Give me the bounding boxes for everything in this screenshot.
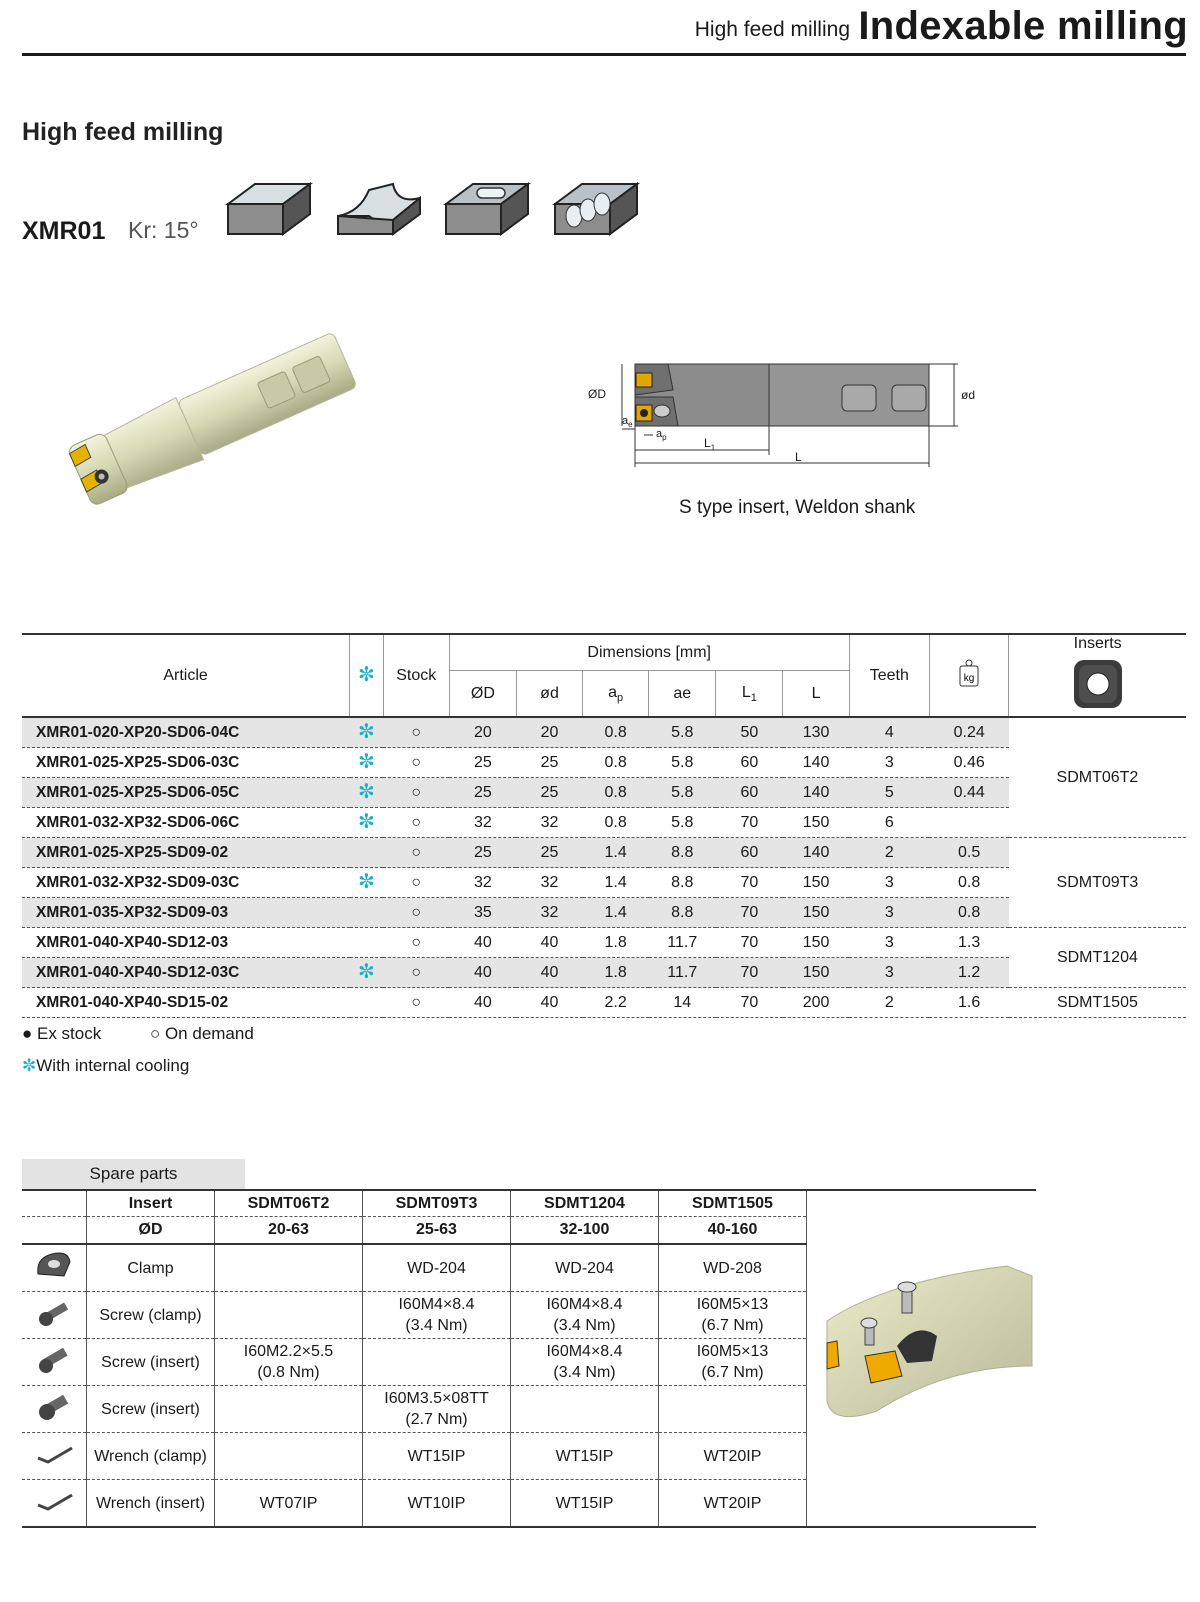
model-name: XMR01 [22,217,106,245]
svg-text:kg: kg [963,673,975,684]
table-row: XMR01-040-XP40-SD12-03 ○ 40 40 1.8 11.7 70 150 3 1.3 SDMT1204 [22,928,1186,958]
table-row: XMR01-025-XP25-SD06-05C ✼ ○ 25 25 0.8 5.8 60 140 5 0.44 [22,778,1186,808]
milling-cutter-image [40,330,380,520]
article-table [22,633,1186,1018]
insert-cell: SDMT1505 [1009,988,1186,1018]
spare-row: Screw (clamp) I60M4×8.4 (3.4 Nm) I60M4×8.4 (3.4 Nm) I60M5×13 (6.7 Nm) [22,1292,1036,1339]
col-inserts: Inserts [1009,634,1186,717]
col-L: L [783,671,849,717]
col-article: Article [163,666,208,684]
wrench-icon [22,1433,87,1480]
face-milling-icon [228,184,310,234]
header-subtitle: High feed milling [694,18,850,41]
spare-row: Wrench (clamp) WT15IP WT15IP WT20IP [22,1433,1036,1480]
spare-row: Screw (insert) I60M3.5×08TT (2.7 Nm) [22,1386,1036,1433]
table-row: XMR01-040-XP40-SD15-02 ○ 40 40 2.2 14 70 200 2 1.6 SDMT1505 [22,988,1186,1018]
table-row: XMR01-025-XP25-SD09-02 ○ 25 25 1.4 8.8 60 140 2 0.5 SDMT09T3 [22,838,1186,868]
technical-drawing [578,355,988,475]
spare-row: Screw (insert) I60M2.2×5.5 (0.8 Nm) I60M4×8.4 (3.4 Nm) I60M5×13 (6.7 Nm) [22,1339,1036,1386]
legend-ex-stock: ● Ex stock [22,1024,102,1043]
spare-row: Clamp WD-204 WD-204 WD-208 [22,1244,1036,1292]
table-row: XMR01-020-XP20-SD06-04C ✼ ○ 20 20 0.8 5.8 50 130 4 0.24 SDMT06T2 [22,717,1186,748]
insert-cell: SDMT09T3 [1009,838,1186,928]
label-ap: $a_p$ [656,428,667,443]
table-row: XMR01-032-XP32-SD06-06C ✼ ○ 32 32 0.8 5.8 70 150 6 [22,808,1186,838]
insert-cell: SDMT06T2 [1009,717,1186,838]
screw-icon [22,1339,87,1386]
spare-parts-image [807,1251,1036,1491]
col-cooling [350,634,384,717]
wrench-icon [22,1480,87,1528]
spare-row: Wrench (insert) WT07IP WT10IP WT15IP WT20IP [22,1480,1036,1528]
col-ap: $a_p$ [583,671,649,717]
table-row: XMR01-035-XP32-SD09-03 ○ 35 32 1.4 8.8 70 150 3 0.8 [22,898,1186,928]
screw-icon [22,1386,87,1433]
table-row: XMR01-032-XP32-SD09-03C ✼ ○ 32 32 1.4 8.8 70 150 3 0.8 [22,868,1186,898]
col-L1: $L_1$ [716,671,783,717]
label-ae: $a_e$ [622,415,633,430]
cooling-icon: ✼ [358,664,375,686]
col-teeth: Teeth [849,634,929,717]
spare-parts-label: Spare parts [22,1159,245,1189]
label-L1: $L_1$ [704,436,716,453]
plunge-milling-icon [555,184,637,234]
label-d: ød [961,388,976,402]
col-d: ød [516,671,582,717]
screw-icon [22,1292,87,1339]
slot-milling-icon [338,184,420,234]
cooling-icon: ✼ [22,1056,37,1075]
clamp-icon [22,1244,87,1292]
col-weight [929,634,1008,717]
col-ae: ae [649,671,716,717]
col-stock: Stock [383,634,449,717]
col-D: ØD [449,671,516,717]
spare-parts-table: Insert SDMT06T2 SDMT09T3 SDMT1204 SDMT1505 ØD 20-63 25-63 32-100 40-160 Clamp WD-204 WD-204 WD-208 Screw (clamp) I60M4×8.4 (3.4 Nm) I60M4×8.4 (3.4 Nm) I60M5×13 (6.7 Nm) Screw (insert) I60M2.2×5.5 (0.8 Nm) I60M4×8.4 (3.4 Nm) I60M5×13 (6.7 Nm) Screw (insert) I60M3.5×08TT (2.7 Nm) Wrench (clamp) WT15IP WT15IP WT20IP Wrench (insert) WT07IP WT10IP WT15IP WT20IP [22,1189,1036,1528]
label-L: L [795,450,802,464]
insert-cell: SDMT1204 [1009,928,1186,988]
header-rule [22,53,1186,56]
application-icons [225,176,645,242]
drawing-caption: S type insert, Weldon shank [679,497,916,518]
col-dimensions: Dimensions [mm] [449,634,849,671]
legend-on-demand: ○ On demand [149,1024,254,1043]
weight-icon [958,658,980,688]
insert-icon [1071,657,1125,711]
pocket-milling-icon [446,184,528,234]
table-row: XMR01-025-XP25-SD06-03C ✼ ○ 25 25 0.8 5.8 60 140 3 0.46 [22,748,1186,778]
kr-angle: Kr: 15° [128,217,199,243]
section-title: High feed milling [22,118,224,146]
header-title: Indexable milling [858,4,1188,48]
legend-cooling: ✼With internal cooling [22,1056,190,1075]
table-row: XMR01-040-XP40-SD12-03C ✼ ○ 40 40 1.8 11.7 70 150 3 1.2 [22,958,1186,988]
legend-stock [22,1024,254,1044]
label-D: ØD [588,387,606,401]
